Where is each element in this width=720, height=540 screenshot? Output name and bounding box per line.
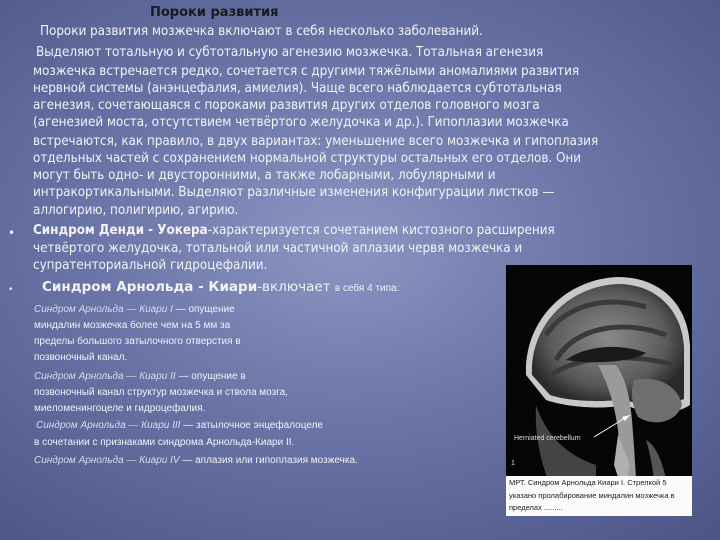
type2-line-3: миеломенингоцеле и гидроцефалия. — [34, 403, 206, 414]
type1-name: Синдром Арнольда — Киари I — [34, 304, 173, 315]
text-line-1: Пороки развития мозжечка включают в себя несколько заболеваний. — [40, 24, 483, 39]
bullet-dandy: • — [8, 226, 16, 240]
dandy-line-1 — [33, 224, 555, 237]
type1-line-2: миндалин мозжечка более чем на 5 мм за — [34, 320, 231, 331]
type1-line-4: позвоночный канал. — [34, 352, 128, 363]
type3-line-2: в сочетании с признаками синдрома Арнольда-Киари II. — [34, 437, 295, 448]
bullet-arnold: • — [8, 285, 14, 295]
type4-line-1: Синдром Арнольда — Киари IV — аплазия или гипоплазия мозжечка. — [34, 455, 358, 466]
text-line-11: аллогирию, полигирию, агирию. — [33, 203, 239, 218]
dandy-line-2: четвёртого желудочка, тотальной или частичной аплазии червя мозжечка и — [33, 241, 523, 256]
type2-line-1: Синдром Арнольда — Киари II — опущение в — [34, 371, 246, 382]
text-line-4: нервной системы (анэнцефалия, амиелия). Чаще всего наблюдается субтотальная — [33, 81, 562, 96]
type1-line-1: Синдром Арнольда — Киари I — опущение — [34, 304, 235, 315]
arnold-title: Синдром Арнольда - Киари — [42, 279, 258, 295]
mri-caption-line-1: МРТ. Синдром Арнольда Киари I. Стрелкой 5 — [509, 478, 667, 487]
arnold-text: -включает — [257, 279, 331, 295]
text-line-9: могут быть одно- и двусторонними, а также лобарными, лобулярными и — [33, 168, 496, 183]
dandy-text: -характеризуется сочетанием кистозного расширения — [207, 223, 555, 238]
type4-name: Синдром Арнольда — Киари IV — [34, 455, 180, 466]
type3-line-1: Синдром Арнольда — Киари III — затылочное энцефалоцеле — [36, 420, 323, 431]
text-line-7: встречаются, как правило, в двух вариантах: уменьшение всего мозжечка и гипоплазия — [33, 134, 599, 149]
mri-caption — [506, 476, 692, 516]
mri-label: Herniated cerebellum — [514, 435, 581, 442]
text-line-5: агенезия, сочетающаяся с пороками развития других отделов головного мозга — [33, 98, 540, 113]
slide-title: Пороки развития — [150, 5, 279, 20]
text-line-6: (агенезией моста, отсутствием четвёртого желудочка и др.). Гипоплазии мозжечка — [33, 115, 569, 130]
type3-name: Синдром Арнольда — Киари III — [36, 420, 181, 431]
arnold-small: в себя 4 типа: — [334, 283, 400, 294]
text-line-3: мозжечка встречается редко, сочетается с другими тяжёлыми аномалиями развития — [33, 64, 580, 79]
dandy-line-3: супратенториальной гидроцефалии. — [33, 258, 268, 273]
text-line-8: отдельных частей с сохранением нормальной структуры остальных его отделов. Они — [33, 151, 582, 166]
arnold-line — [42, 281, 399, 295]
type2-name: Синдром Арнольда — Киари II — [34, 371, 176, 382]
dandy-title: Синдром Денди - Уокера — [33, 223, 208, 238]
text-line-2: Выделяют тотальную и субтотальную агенезию мозжечка. Тотальная агенезия — [36, 45, 544, 60]
type2-line-2: позвоночный канал структур мозжечка и ствола мозга, — [34, 387, 288, 398]
mri-caption-line-2: указано пролабирование миндалин мозжечка в — [509, 490, 675, 500]
mri-number: 1 — [511, 460, 515, 467]
text-line-10: интракортикальными. Выделяют различные изменения конфигурации листков — — [33, 185, 555, 200]
type1-line-3: пределы большого затылочного отверстия в — [34, 336, 241, 347]
mri-caption-line-3: пределах ......... — [509, 503, 563, 512]
